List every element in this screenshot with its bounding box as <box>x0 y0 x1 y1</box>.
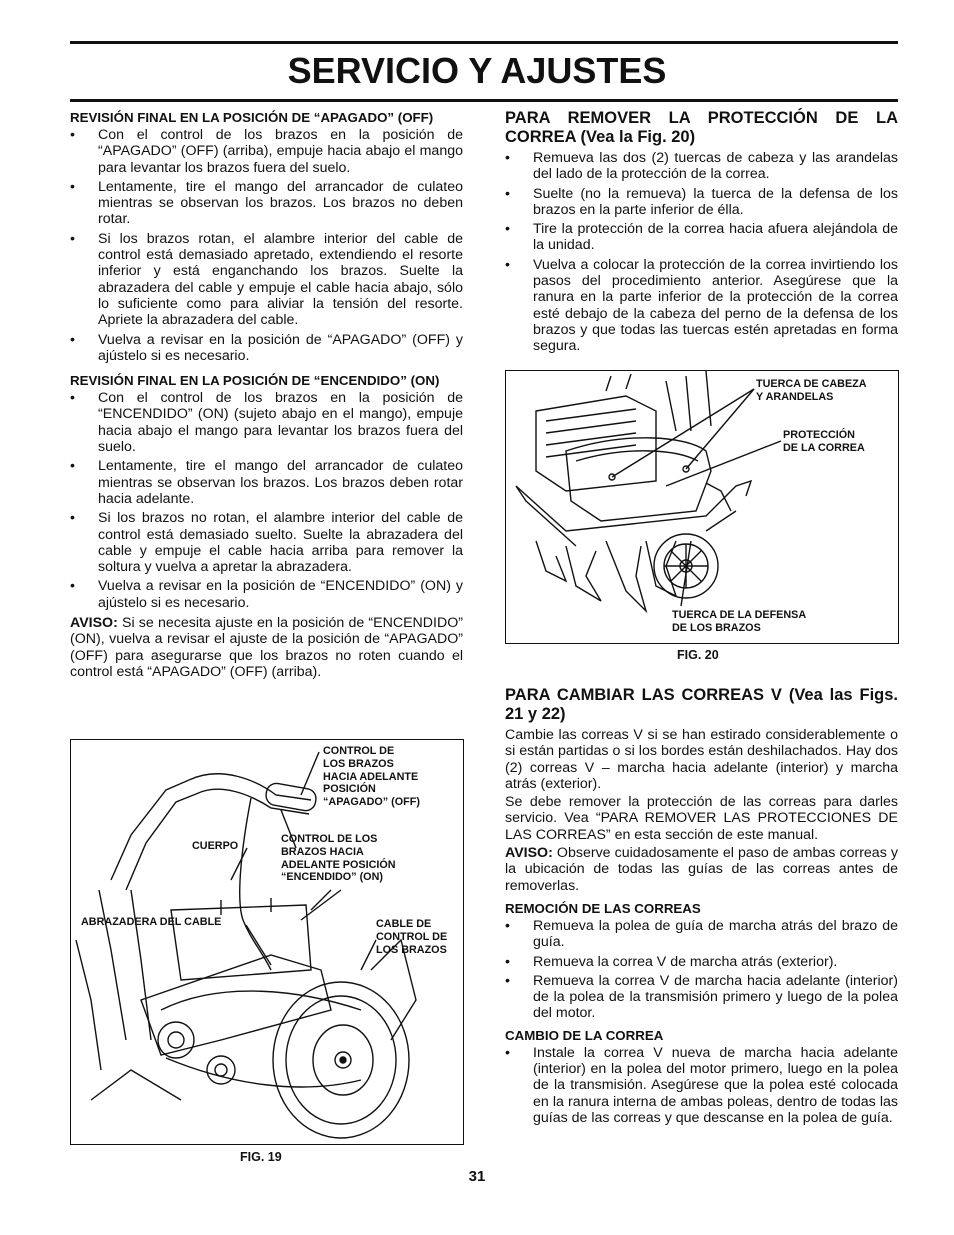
title-rule <box>70 99 898 102</box>
list-item: • Instale la correa V nueva de marcha hacia adelante (interior) en la polea del motor primero, luego en la polea de la transmisión. Asegúrese que la polea esté colocada en la ranura interna de ambas poleas, dentro de todas las guías de las correas y que descanse en la polea de guía. <box>505 1045 898 1126</box>
figure-20 <box>505 370 899 644</box>
remove-guard-heading: PARA REMOVER LA PROTECCIÓN DE LA CORREA (Vea la Fig. 20) <box>505 109 898 146</box>
list-item: • Remueva la correa V de marcha atrás (exterior). <box>505 954 898 970</box>
change-belts-p2: Se debe remover la protección de las correas para darles servicio. Vea “PARA REMOVER LAS PROTECCIONES DE LAS CORREAS” en esta sección de este manual. <box>505 794 898 843</box>
list-item: • Vuelva a revisar en la posición de “APAGADO” (OFF) y ajústelo si es necesario. <box>70 332 463 365</box>
label-tuerca-cabeza: TUERCA DE CABEZA Y ARANDELAS <box>756 378 867 403</box>
notice-text: Observe cuidadosamente el paso de ambas correas y la ubicación de todas las guías de las correas antes de removerlas. <box>505 845 898 894</box>
change-belts-heading: PARA CAMBIAR LAS CORREAS V (Vea las Figs. 21 y 22) <box>505 686 898 723</box>
list-item: • Remueva la polea de guía de marcha atrás del brazo de guía. <box>505 918 898 951</box>
page-title: SERVICIO Y AJUSTES <box>287 50 667 91</box>
off-check-list <box>70 127 463 364</box>
removal-heading: REMOCIÓN DE LAS CORREAS <box>505 900 701 916</box>
list-item: • Remueva la correa V de marcha hacia adelante (interior) de la polea de la transmisión primero y luego de la polea del motor. <box>505 973 898 1022</box>
list-item: • Remueva las dos (2) tuercas de cabeza y las arandelas del lado de la protección de la correa. <box>505 150 898 183</box>
remove-guard-list <box>505 150 898 355</box>
list-item: • Vuelva a revisar en la posición de “ENCENDIDO” (ON) y ajústelo si es necesario. <box>70 578 463 611</box>
top-rule <box>70 41 898 44</box>
list-item: • Vuelva a colocar la protección de la correa invirtiendo los pasos del procedimiento anterior. Asegúrese que la ranura en la parte inferior de la protección de la correa esté debajo de la cabeza del perno de la defensa de los brazos y que todas las tuercas estén apretadas en forma segura. <box>505 257 898 355</box>
list-item: • Si los brazos no rotan, el alambre interior del cable de control está demasiado suelto. Suelte la abrazadera del cable y empuje el cable hacia arriba para remover la soltura y vuelva a apretar la abrazadera. <box>70 510 463 575</box>
change-belts-notice <box>505 845 898 894</box>
label-abrazadera: ABRAZADERA DEL CABLE <box>81 916 222 928</box>
figure-20-illustration <box>506 371 898 643</box>
notice-label: AVISO: <box>70 615 118 632</box>
right-column-bottom <box>505 686 898 1130</box>
figure-19 <box>70 739 464 1145</box>
list-item: • Tire la protección de la correa hacia afuera alejándola de la unidad. <box>505 221 898 254</box>
list-item: • Lentamente, tire el mango del arrancador de culateo mientras se observan los brazos. Los brazos no deben rotar. <box>70 179 463 228</box>
list-item: • Con el control de los brazos en la posición de “ENCENDIDO” (ON) (sujeto abajo en el mango), empuje hacia abajo el mango para levantar los brazos fuera del suelo. <box>70 390 463 455</box>
left-column <box>70 109 463 680</box>
figure-20-caption: FIG. 20 <box>677 648 719 662</box>
list-item: • Si los brazos rotan, el alambre interior del cable de control está demasiado apretado, extendiendo el resorte inferior y está enganchando los brazos. Suelte la abrazadera del cable y empuje el cable hacia abajo, sólo lo suficiente como para aliviar la tensión del resorte. Apriete la abrazadera del cable. <box>70 231 463 329</box>
right-column-top <box>505 109 898 359</box>
removal-list <box>505 918 898 1022</box>
figure-19-caption: FIG. 19 <box>240 1150 282 1164</box>
page-number: 31 <box>468 1168 486 1185</box>
list-item: • Con el control de los brazos en la posición de “APAGADO” (OFF) (arriba), empuje hacia abajo el mango para levantar los brazos fuera del suelo. <box>70 127 463 176</box>
on-check-heading: REVISIÓN FINAL EN LA POSICIÓN DE “ENCENDIDO” (ON) <box>70 373 440 389</box>
label-control-on: CONTROL DE LOS BRAZOS HACIA ADELANTE POSICIÓN “ENCENDIDO” (ON) <box>281 833 396 884</box>
list-item: • Suelte (no la remueva) la tuerca de la defensa de los brazos en la parte inferior de élla. <box>505 186 898 219</box>
swap-heading: CAMBIO DE LA CORREA <box>505 1027 664 1043</box>
notice-paragraph <box>70 615 463 680</box>
label-cable: CABLE DE CONTROL DE LOS BRAZOS <box>376 918 448 956</box>
label-cuerpo: CUERPO <box>192 840 239 852</box>
list-item: • Lentamente, tire el mango del arrancador de culateo mientras se observan los brazos. Los brazos deben rotar hacia adelante. <box>70 458 463 507</box>
notice-text: Si se necesita ajuste en la posición de “ENCENDIDO” (ON), vuelva a revisar el ajuste de la posición de “APAGADO” (OFF) para asegurarse que los brazos no roten cuando el control está “APAGADO” (OFF) (arriba). <box>70 615 463 680</box>
swap-list <box>505 1045 898 1126</box>
notice-label: AVISO: <box>505 845 553 862</box>
label-proteccion: PROTECCIÓN DE LA CORREA <box>783 429 865 454</box>
label-control-off: CONTROL DE LOS BRAZOS HACIA ADELANTE POSICIÓN “APAGADO” (OFF) <box>323 745 420 809</box>
label-tuerca-defensa: TUERCA DE LA DEFENSA DE LOS BRAZOS <box>672 609 807 634</box>
off-check-heading: REVISIÓN FINAL EN LA POSICIÓN DE “APAGADO” (OFF) <box>70 110 434 125</box>
change-belts-p1: Cambie las correas V si se han estirado considerablemente o si están partidas o si los bordes están deshilachados. Hay dos (2) correas V – marcha hacia adelante (interior) y marcha atrás (exterior). <box>505 727 898 792</box>
on-check-list <box>70 390 463 611</box>
